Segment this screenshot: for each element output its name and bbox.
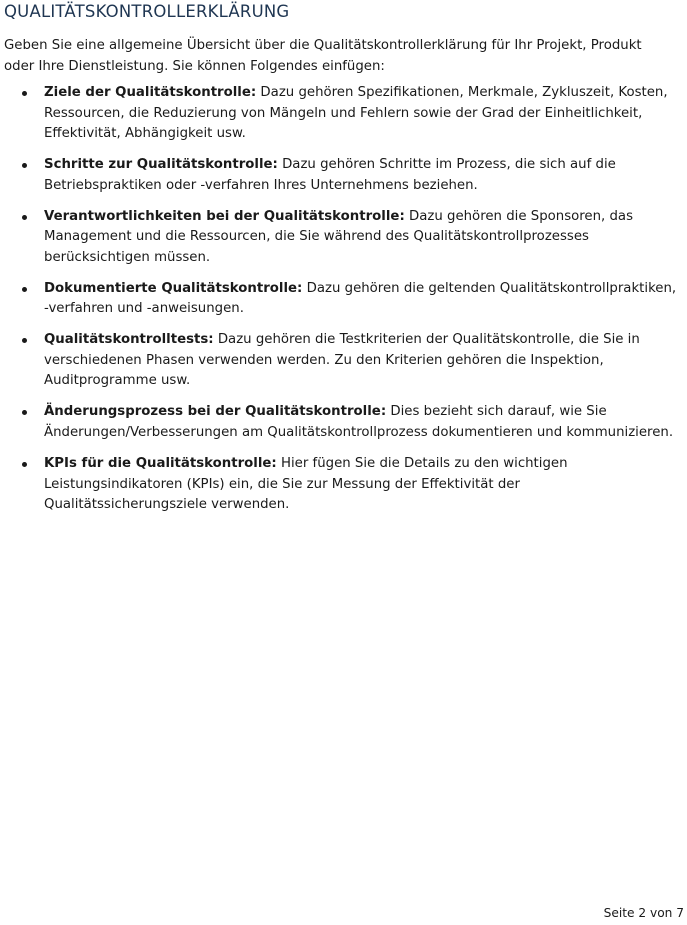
bullet-icon [22,287,27,292]
bullet-text: Dazu gehören Spezifikationen, Merkmale, Zykluszeit, Kosten, Ressourcen, die Reduzierung von Mängeln und Fehlern sowie der Grad der Einheitlichkeit, Effektivität, Abhängigkeit usw. [44,85,668,141]
bullet-term: Schritte zur Qualitätskontrolle: [44,157,278,173]
bullet-term: Dokumentierte Qualitätskontrolle: [44,280,303,296]
list-item [0,279,680,320]
bullet-term: Ziele der Qualitätskontrolle: [44,85,257,100]
bullet-term: Qualitätskontrolltests: [44,332,214,348]
page-title: QUALITÄTSKONTROLLERKLÄRUNG [4,2,290,21]
bullet-term: Änderungsprozess bei der Qualitätskontrolle: [44,404,387,420]
list-item [0,155,680,196]
bullet-icon [22,338,27,343]
list-item [0,454,680,516]
bullet-icon [22,163,27,168]
bullet-text: Hier fügen Sie die Details zu den wichtigen Leistungsindikatoren (KPIs) ein, die Sie zur Messung der Effektivität der Qualitätssicherungsziele verwenden. [44,456,568,513]
list-item [0,207,680,269]
list-item [0,83,680,145]
bullet-icon [22,462,27,467]
bullet-text: Dazu gehören die geltenden Qualitätskontrollpraktiken, -verfahren und -anweisungen. [44,280,677,317]
bullet-icon [22,91,27,96]
list-item [0,330,680,392]
bullet-text: Dazu gehören Schritte im Prozess, die sich auf die Betriebspraktiken oder -verfahren Ihres Unternehmens beziehen. [44,157,616,193]
bullet-text: Dies bezieht sich darauf, wie Sie Änderungen/Verbesserungen am Qualitätskontrollprozess dokumentieren und kommunizieren. [44,404,674,440]
bullet-term: Verantwortlichkeiten bei der Qualitätskontrolle: [44,208,405,224]
bullet-list [0,83,687,526]
intro-paragraph: Geben Sie eine allgemeine Übersicht über die Qualitätskontrollerklärung für Ihr Projekt, Produkt oder Ihre Dienstleistung. Sie können Folgendes einfügen: [4,38,642,74]
bullet-icon [22,215,27,220]
bullet-text: Dazu gehören die Sponsoren, das Management und die Ressourcen, die Sie während des Qualitätskontrollprozesses berücksichtigen müssen. [44,208,634,265]
page-number: Seite 2 von 7 [603,906,684,920]
bullet-text: Dazu gehören die Testkriterien der Qualitätskontrolle, die Sie in verschiedenen Phasen verwenden werden. Zu den Kriterien gehören die Inspektion, Auditprogramme usw. [44,332,640,389]
bullet-icon [22,410,27,415]
bullet-term: KPIs für die Qualitätskontrolle: [44,456,277,472]
list-item [0,402,680,443]
